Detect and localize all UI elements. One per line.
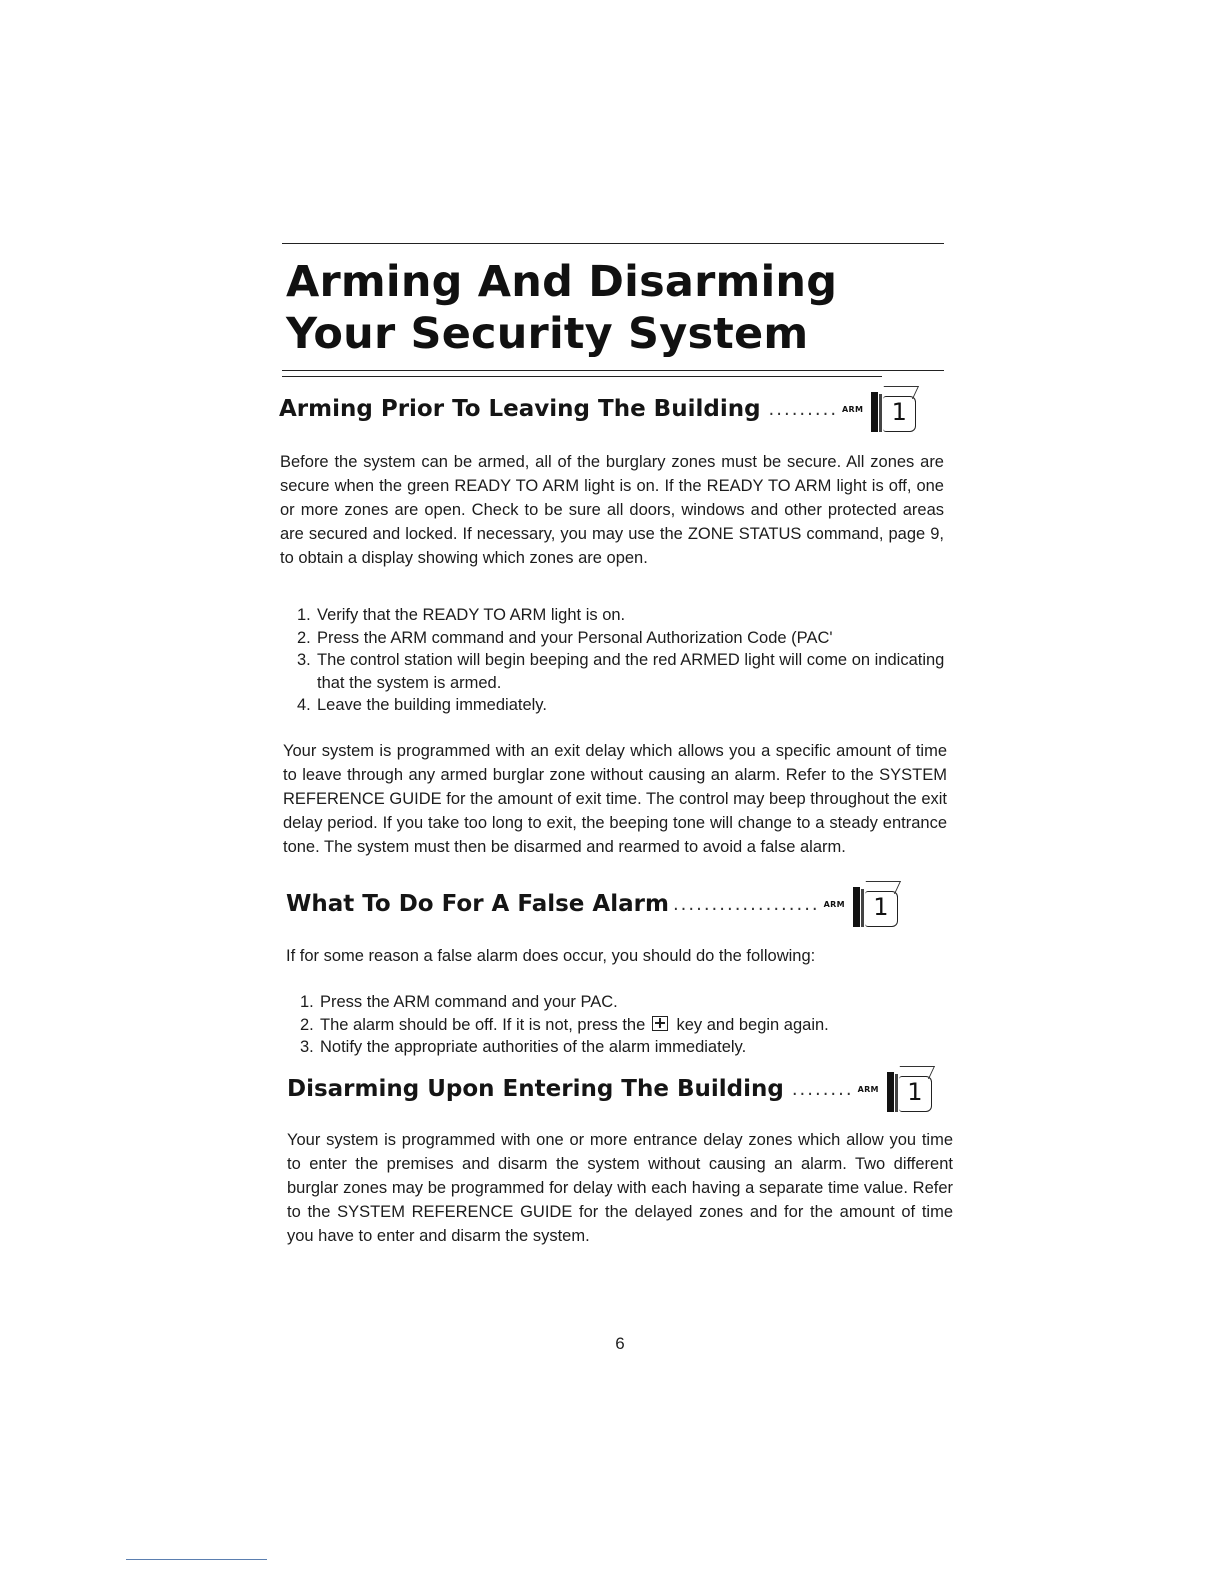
- dot-leader: ........: [791, 1078, 854, 1100]
- plus-key-icon: [652, 1016, 668, 1031]
- arm-label: ARM: [857, 1084, 879, 1094]
- false-alarm-intro: If for some reason a false alarm does occur, you should do the following:: [286, 947, 816, 965]
- list-item: 1. Press the ARM command and your PAC.: [300, 993, 618, 1011]
- arm-key-digit: 1: [907, 1078, 923, 1106]
- section-title: Arming Prior To Leaving The Building: [279, 396, 761, 422]
- arm-key-icon: [883, 1062, 939, 1116]
- section-heading-arming: [279, 382, 949, 436]
- footer-rule: [126, 1559, 267, 1560]
- arm-key-digit: 1: [891, 398, 907, 426]
- list-item: 1. Verify that the READY TO ARM light is on.: [297, 606, 626, 624]
- list-item: 4. Leave the building immediately.: [297, 696, 547, 714]
- title-under-rule-2: [282, 376, 882, 377]
- page-title-line-1: Arming And Disarming: [286, 257, 838, 307]
- arming-steps-list: [283, 604, 945, 717]
- section-title: Disarming Upon Entering The Building: [287, 1076, 784, 1102]
- arm-key-digit: 1: [873, 893, 889, 921]
- page-number: 6: [615, 1334, 625, 1353]
- list-item: 2. The alarm should be off. If it is not, press the key and begin again.: [300, 1015, 829, 1034]
- list-item: 3. The control station will begin beeping and the red ARMED light will come on indicating that the system is armed.: [297, 651, 945, 692]
- section-title: What To Do For A False Alarm: [286, 891, 669, 917]
- top-rule: [282, 243, 944, 244]
- arm-label: ARM: [842, 404, 864, 414]
- exit-delay-paragraph: Your system is programmed with an exit delay which allows you a specific amount of time to leave through any armed burglar zone without causing an alarm. Refer to the SYSTEM REFERENCE GUIDE for the amount of exit time. The control may beep throughout the exit delay period. If you take too long to exit, the beeping tone will change to a steady entrance tone. The system must then be disarmed and rearmed to avoid a false alarm.: [283, 742, 947, 856]
- arm-key-icon: [849, 877, 905, 931]
- section-intro-paragraph: Before the system can be armed, all of the burglary zones must be secure. All zones are secure when the green READY TO ARM light is on. If the READY TO ARM light is off, one or more zones are open. Check to be sure all doors, windows and other protected areas are secured and locked. If necessary, you may use the ZONE STATUS command, page 9, to obtain a display showing which zones are open.: [280, 453, 944, 567]
- arm-key-icon: [867, 382, 923, 436]
- dot-leader: .........: [768, 398, 839, 420]
- list-item: 3. Notify the appropriate authorities of the alarm immediately.: [300, 1038, 747, 1056]
- page-title-line-2: Your Security System: [286, 309, 809, 359]
- page-title: [286, 256, 837, 360]
- arm-label: ARM: [823, 899, 845, 909]
- dot-leader: ...................: [672, 893, 820, 915]
- false-alarm-steps-list: [286, 991, 946, 1059]
- entrance-delay-paragraph: Your system is programmed with one or more entrance delay zones which allow you time to enter the premises and disarm the system without causing an alarm. Two different burglar zones may be programmed for delay with each having a separate time value. Refer to the SYSTEM REFERENCE GUIDE for the delayed zones and for the amount of time you have to enter and disarm the system.: [287, 1131, 953, 1245]
- section-heading-disarming: [287, 1062, 951, 1116]
- section-heading-false-alarm: [286, 877, 950, 931]
- title-under-rule: [282, 370, 944, 371]
- list-item: 2. Press the ARM command and your Personal Authorization Code (PAC': [297, 628, 833, 647]
